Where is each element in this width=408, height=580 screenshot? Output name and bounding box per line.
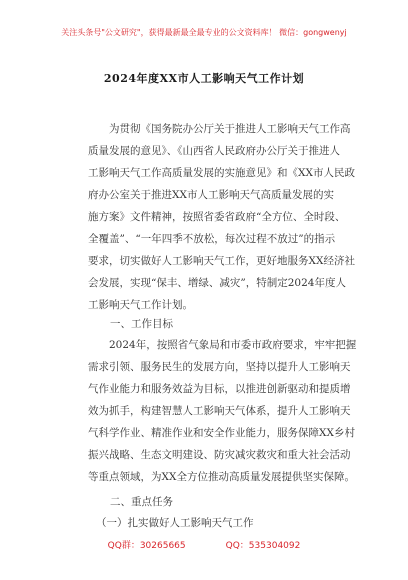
goals-paragraph xyxy=(88,334,357,488)
section-heading-goals: 一、工作目标 xyxy=(110,318,173,330)
footer-contact xyxy=(0,538,408,551)
goals-line: 2024年，按照省气象局和市委市政府要求，牢牢把握 xyxy=(109,339,357,351)
intro-line: 施方案》文件精神，按照省委省政府“全方位、全时段、 xyxy=(88,211,346,223)
goals-line: 气科学作业、精准作业和安全作业能力，服务保障XX乡村 xyxy=(88,427,355,439)
intro-line: 工影响天气工作计划。 xyxy=(88,299,193,311)
goals-line: 效为抓手，构建智慧人工影响天气体系，提升人工影响天 xyxy=(88,405,351,417)
header-notice: 关注头条号"公文研究"，获得最新最全最专业的公文资料库！ 微信：gongwenyj xyxy=(61,28,347,37)
intro-line: 工影响天气工作高质量发展的实施意见》和《XX市人民政 xyxy=(88,167,355,179)
intro-paragraph xyxy=(88,118,355,316)
intro-line: 会发展，实现“保丰、增绿、减灾”，特制定2024年度人 xyxy=(88,277,346,289)
subsection-heading-weather-work: （一）扎实做好人工影响天气工作 xyxy=(96,517,254,529)
document-title: 2024年度XX市人工影响天气工作计划 xyxy=(103,72,305,85)
intro-line: 府办公室关于推进XX市人工影响天气高质量发展的实 xyxy=(88,189,334,201)
intro-line: 要求，切实做好人工影响天气工作，更好地服务XX经济社 xyxy=(88,255,355,267)
intro-line: 全覆盖”、“一年四季不放松，每次过程不放过”的指示 xyxy=(88,233,336,245)
section-heading-tasks: 二、重点任务 xyxy=(110,496,173,508)
footer-qq-number: QQ：535304092 xyxy=(225,541,301,551)
intro-line: 质量发展的意见》、《山西省人民政府办公厅关于推进人 xyxy=(88,145,340,157)
goals-line: 等重点领域，为XX全方位推动高质量发展提供坚实保障。 xyxy=(88,471,355,483)
footer-qq-group: QQ群：30265665 xyxy=(107,541,186,551)
goals-line: 振兴战略、生态文明建设、防灾减灾救灾和重大社会活动 xyxy=(88,449,351,461)
goals-line: 需求引领、服务民生的发展方向，坚持以提升人工影响天 xyxy=(88,361,351,373)
goals-line: 气作业能力和服务效益为目标，以推进创新驱动和提质增 xyxy=(88,383,351,395)
intro-line: 为贯彻《国务院办公厅关于推进人工影响天气工作高 xyxy=(109,123,351,135)
